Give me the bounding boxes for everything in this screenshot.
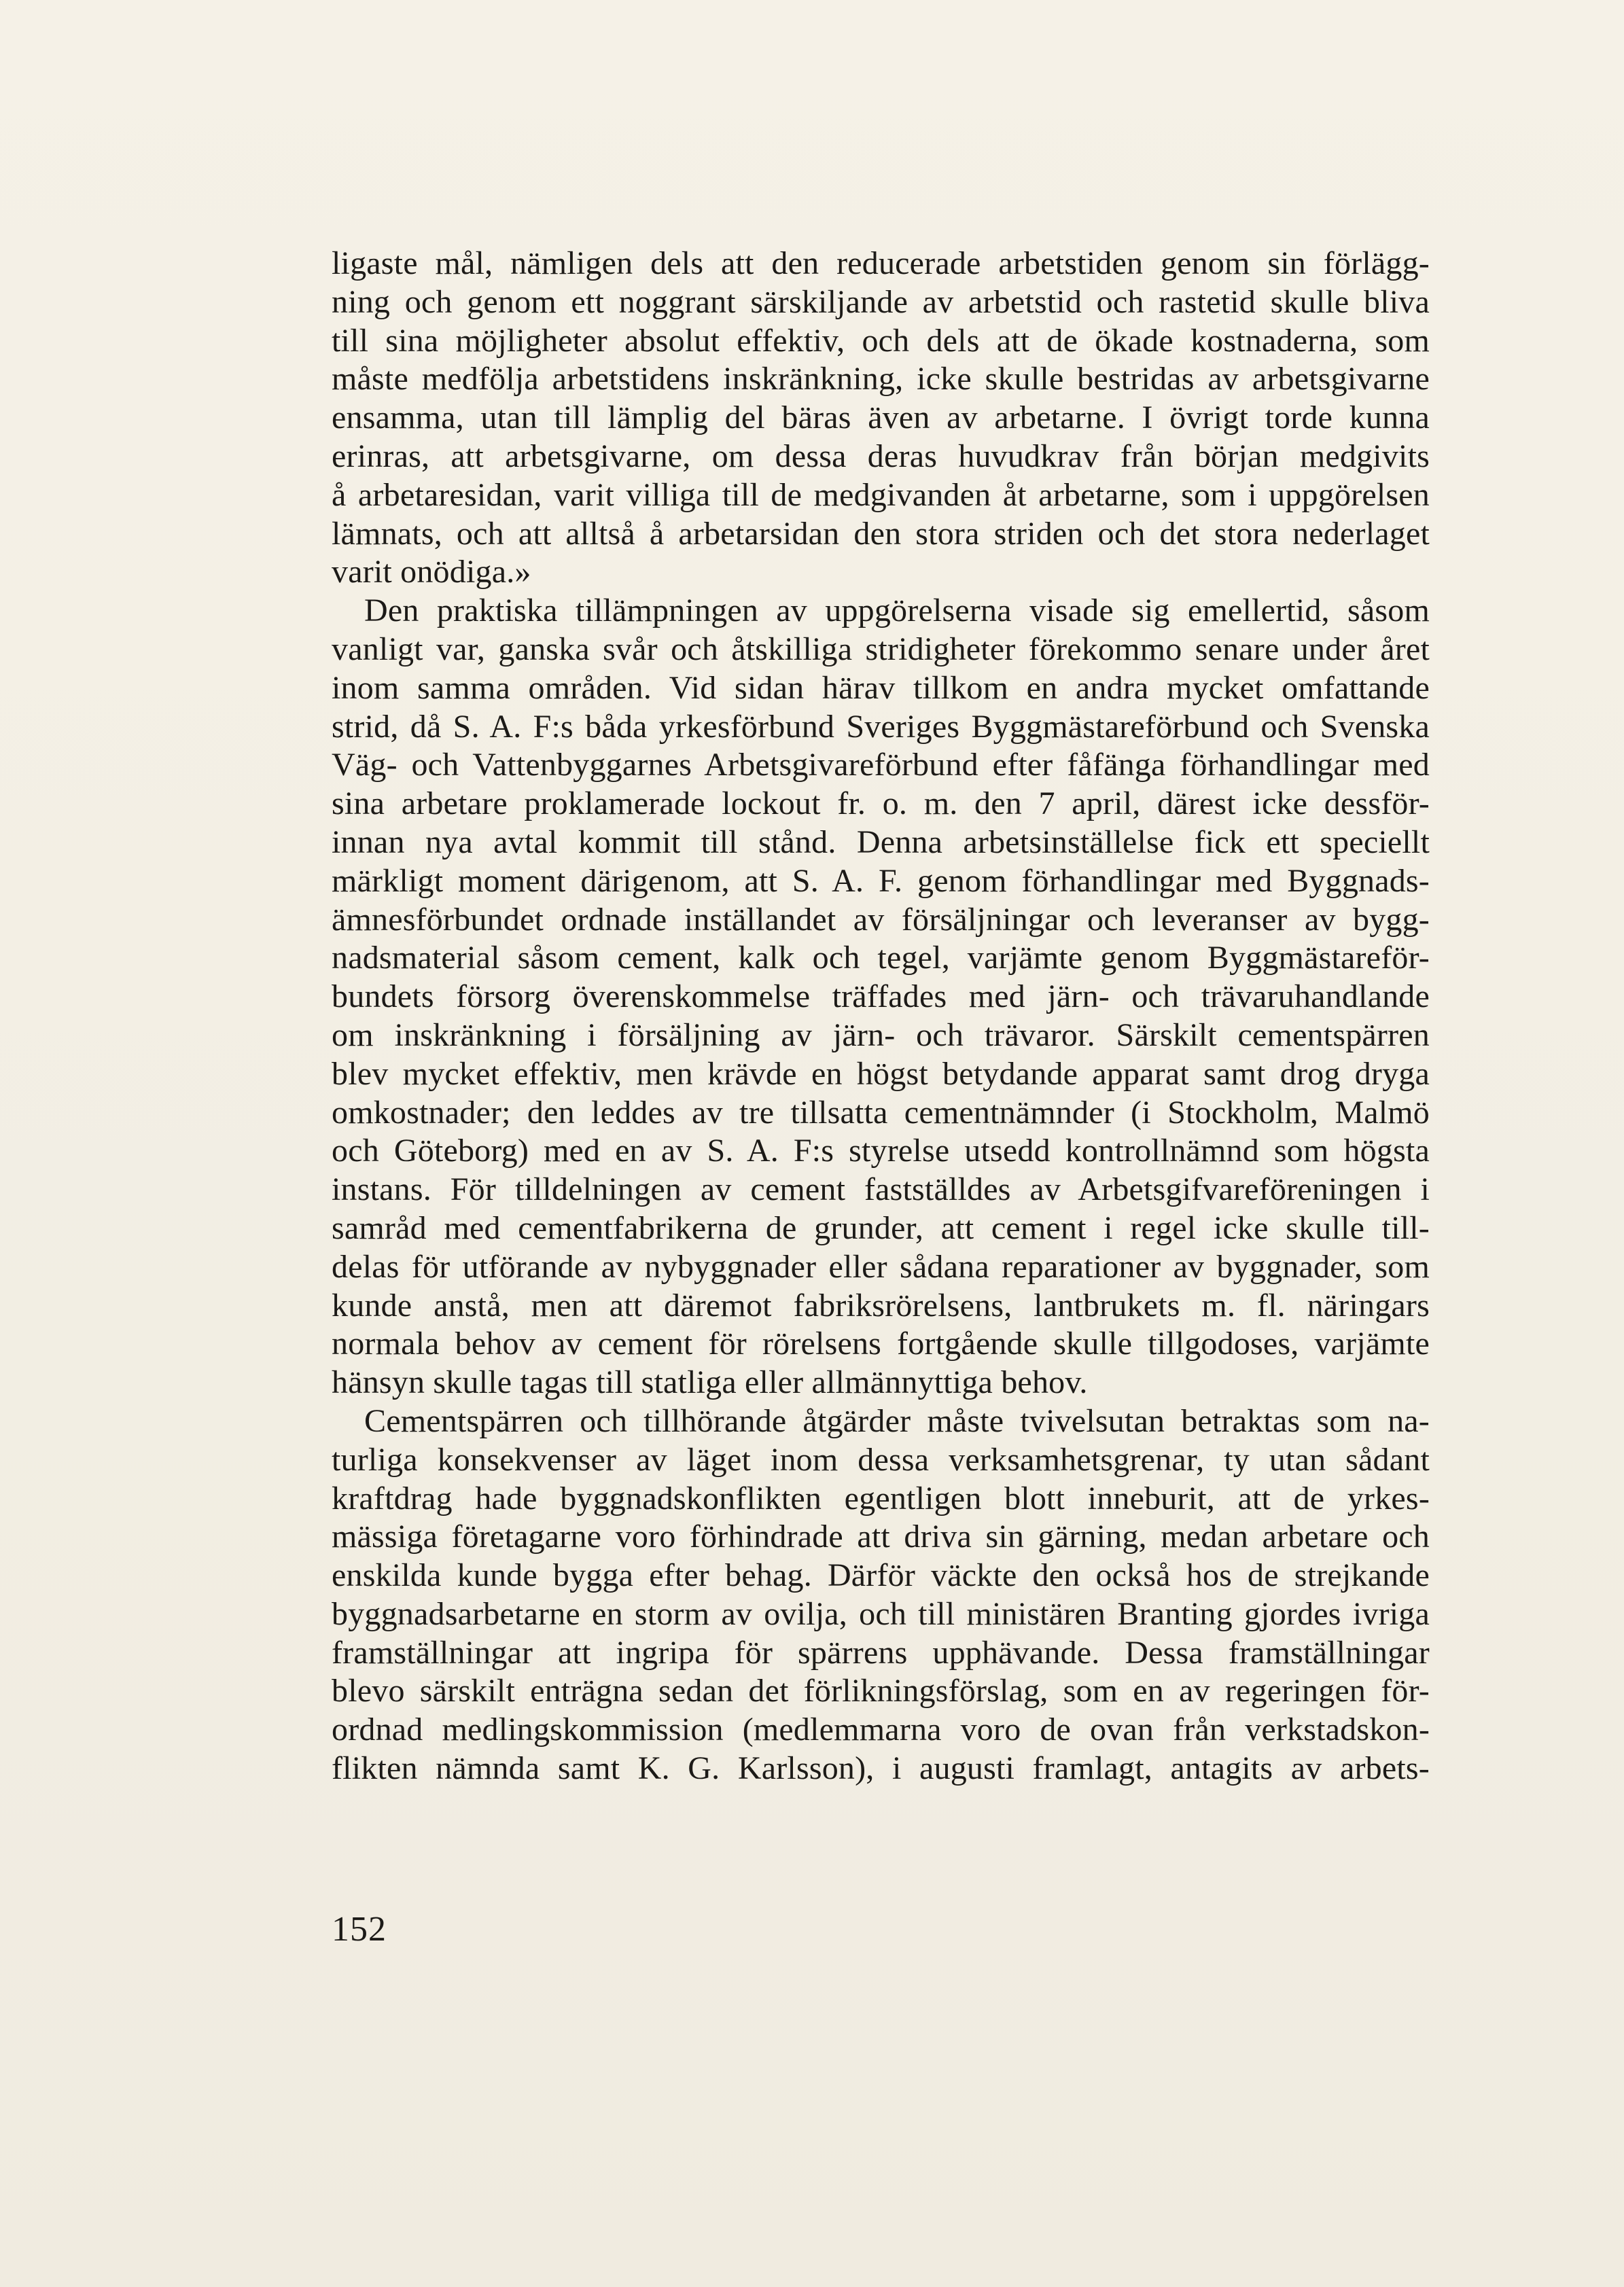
text-line: märkligt moment därigenom, att S. A. F. genom förhandlingar med Byggnads- (332, 862, 1430, 899)
text-line: omkostnader; den leddes av tre tillsatta cementnämnder (i Stockholm, Malmö (332, 1094, 1430, 1131)
text-line: turliga konsekvenser av läget inom dessa verksamhetsgrenar, ty utan sådant (332, 1441, 1430, 1478)
paragraph-2 (332, 592, 1430, 1402)
text-line: lämnats, och att alltså å arbetarsidan den stora striden och det stora nederlaget (332, 515, 1430, 552)
text-line: ordnad medlingskommission (medlemmarna voro de ovan från verkstadskon- (332, 1712, 1430, 1748)
text-line: sina arbetare proklamerade lockout fr. o. m. den 7 april, därest icke dessför- (332, 785, 1430, 822)
text-line: framställningar att ingripa för spärrens upphävande. Dessa framställningar (332, 1634, 1430, 1671)
text-line: vanligt var, ganska svår och åtskilliga stridigheter förekommo senare under året (332, 631, 1430, 667)
text-line: byggnadsarbetarne en storm av ovilja, och till ministären Branting gjordes ivriga (332, 1595, 1430, 1632)
text-line: å arbetaresidan, varit villiga till de medgivanden åt arbetarne, som i uppgörelsen (332, 476, 1430, 513)
text-line: kunde anstå, men att däremot fabriksrörelsens, lantbrukets m. fl. näringars (332, 1287, 1430, 1324)
text-line: varit onödiga.» (332, 554, 531, 590)
text-line: Cementspärren och tillhörande åtgärder måste tvivelsutan betraktas som na- (364, 1402, 1430, 1439)
text-line: Väg- och Vattenbyggarnes Arbetsgivareförbund efter fåfänga förhandlingar med (332, 747, 1430, 783)
text-line: erinras, att arbetsgivarne, om dessa deras huvudkrav från början medgivits (332, 438, 1430, 474)
text-line: strid, då S. A. F:s båda yrkesförbund Sveriges Byggmästareförbund och Svenska (332, 708, 1430, 745)
text-line: ensamma, utan till lämplig del bäras även av arbetarne. I övrigt torde kunna (332, 400, 1430, 436)
text-line: ning och genom ett noggrant särskiljande av arbetstid och rastetid skulle bliva (332, 283, 1430, 320)
text-line: enskilda kunde bygga efter behag. Därför väckte den också hos de strejkande (332, 1557, 1430, 1594)
text-line: mässiga företagarne voro förhindrade att driva sin gärning, medan arbetare och (332, 1519, 1430, 1555)
text-line: ämnesförbundet ordnade inställandet av försäljningar och leveranser av bygg- (332, 901, 1430, 938)
body-text (332, 245, 1430, 1788)
text-line: nadsmaterial såsom cement, kalk och tegel, varjämte genom Byggmästareför- (332, 940, 1430, 976)
text-line: bundets försorg överenskommelse träffades med järn- och trävaruhandlande (332, 978, 1430, 1015)
text-line: måste medfölja arbetstidens inskränkning, icke skulle bestridas av arbetsgivarne (332, 361, 1430, 397)
text-line: delas för utförande av nybyggnader eller sådana reparationer av byggnader, som (332, 1248, 1430, 1285)
text-line: inom samma områden. Vid sidan härav tillkom en andra mycket omfattande (332, 669, 1430, 706)
text-line: normala behov av cement för rörelsens fortgående skulle tillgodoses, varjämte (332, 1326, 1430, 1362)
text-line: ligaste mål, nämligen dels att den reducerade arbetstiden genom sin förlägg- (332, 245, 1430, 281)
text-line: till sina möjligheter absolut effektiv, och dels att de ökade kostnaderna, som (332, 322, 1430, 359)
text-line: hänsyn skulle tagas till statliga eller allmännyttiga behov. (332, 1364, 1088, 1401)
text-line: instans. För tilldelningen av cement fastställdes av Arbetsgifvareföreningen i (332, 1171, 1430, 1208)
paragraph-1 (332, 245, 1430, 592)
text-line: innan nya avtal kommit till stånd. Denna arbetsinställelse fick ett speciellt (332, 823, 1430, 860)
paragraph-3 (332, 1402, 1430, 1788)
text-line: blevo särskilt enträgna sedan det förlikningsförslag, som en av regeringen för- (332, 1673, 1430, 1709)
text-line: blev mycket effektiv, men krävde en högst betydande apparat samt drog dryga (332, 1055, 1430, 1092)
text-line: flikten nämnda samt K. G. Karlsson), i augusti framlagt, antagits av arbets- (332, 1750, 1430, 1787)
text-line: om inskränkning i försäljning av järn- och trävaror. Särskilt cementspärren (332, 1016, 1430, 1053)
text-line: samråd med cementfabrikerna de grunder, att cement i regel icke skulle till- (332, 1209, 1430, 1246)
text-line: Den praktiska tillämpningen av uppgörelserna visade sig emellertid, såsom (364, 592, 1430, 629)
text-line: kraftdrag hade byggnadskonflikten egentligen blott inneburit, att de yrkes- (332, 1480, 1430, 1517)
text-line: och Göteborg) med en av S. A. F:s styrelse utsedd kontrollnämnd som högsta (332, 1133, 1430, 1169)
page-number: 152 (332, 1910, 387, 1949)
